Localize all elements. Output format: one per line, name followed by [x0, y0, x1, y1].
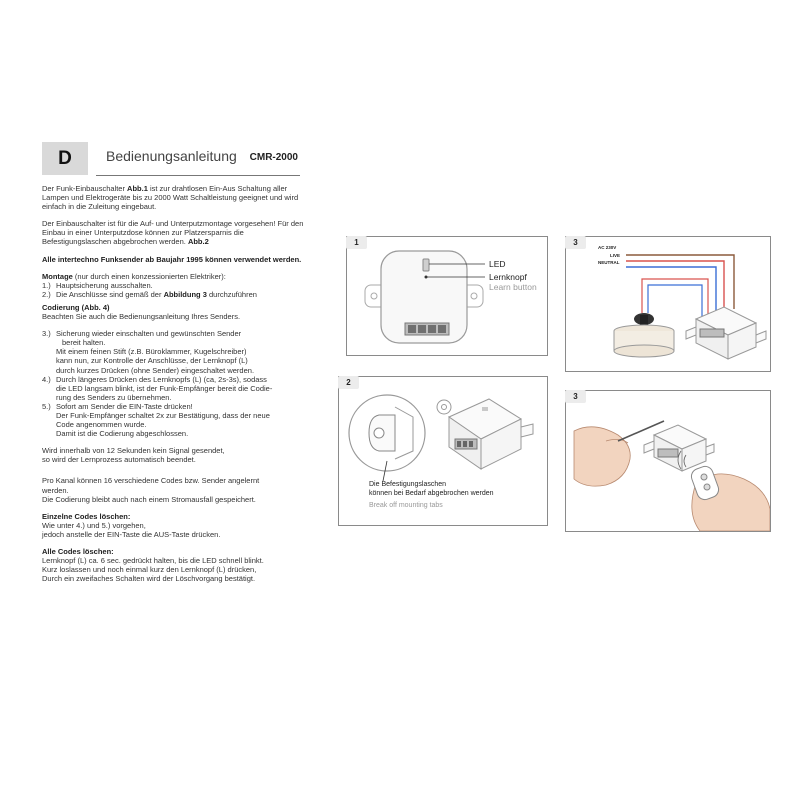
ac-label: AC 230V: [598, 245, 617, 250]
figure-number: 3: [565, 390, 586, 403]
document-title: Bedienungsanleitung: [106, 148, 237, 164]
lernknopf-label: Lernknopf: [489, 272, 527, 282]
language-letter: D: [58, 148, 72, 169]
intro-paragraph-1: Der Funk-Einbauschalter Abb.1 ist zur drahtlosen Ein-Aus Schaltung aller Lampen und Elektrogeräte bis zu 2000 Watt Schaltleistung geeignet und wird einfach in die Zuleitung eingebaut.: [42, 184, 299, 212]
codierung-step: 3.) Sicherung wieder einschalten und gewünschten Sender bereit halten. Mit einem feinen Stift (z.B. Büroklammer, Kugelschreiber) kann nun, zur Kontrolle der Anschlüsse, der Lernknopf (L) durch kurzes Drücken (ohne Sender) eingeschaltet werden.: [42, 329, 255, 375]
alle-text: Lernknopf (L) ca. 6 sec. gedrückt halten, bis die LED schnell blinkt. Kurz loslassen und noch einmal kurz den Lernknopf (L) drücken, Durch ein zweifaches Schalten wird der Löschvorgang bestätigt.: [42, 556, 264, 584]
montage-step: 2.) Die Anschlüsse sind gemäß der Abbildung 3 durchzuführen: [42, 289, 257, 299]
figure-number: 2: [338, 376, 359, 389]
wiring-diagram: [566, 237, 770, 371]
alle-heading: Alle Codes löschen:: [42, 547, 114, 556]
compatibility-note: Alle intertechno Funksender ab Baujahr 1995 können verwendet werden.: [42, 254, 302, 264]
codierung-step: 4.) Durch längeres Drücken des Lernknopfs (L) (ca, 2s-3s), sodass die LED langsam blinkt, ist der Funk-Empfänger bereit die Codie- rung des Senders zu übernehmen.: [42, 374, 273, 402]
header-rule: [96, 175, 300, 176]
figure-number: 3: [565, 236, 586, 249]
model-number: CMR-2000: [249, 152, 298, 163]
led-label: LED: [489, 259, 506, 269]
neutral-label: NEUTRAL: [598, 260, 620, 265]
einzelne-heading: Einzelne Codes löschen:: [42, 511, 131, 521]
intro-paragraph-2: Der Einbauschalter ist für die Auf- und Unterputzmontage vorgesehen! Für den Einbau in einer Unterputzdose können zur Platzersparnis die Befestigungslaschen abgebrochen werden. Abb.2: [42, 219, 304, 247]
coding-hands-illustration: [566, 391, 770, 531]
figure-1-panel: [346, 236, 548, 356]
tab-caption-en: Break off mounting tabs: [369, 502, 443, 509]
timeout-note: Wird innerhalb von 12 Sekunden kein Signal gesendet, so wird der Lernprozess automatisch beendet.: [42, 446, 225, 465]
codierung-heading: Codierung (Abb. 4): [42, 302, 110, 312]
codes-note: Pro Kanal können 16 verschiedene Codes bzw. Sender angelernt werden. Die Codierung bleibt auch nach einem Stromausfall gespeichert.: [42, 476, 260, 504]
einzelne-text: Wie unter 4.) und 5.) vorgehen, jedoch anstelle der EIN-Taste die AUS-Taste drücken.: [42, 520, 221, 539]
montage-heading: Montage (nur durch einen konzessionierten Elektriker):: [42, 271, 226, 281]
live-label: LIVE: [610, 253, 621, 258]
learn-button-label: Learn button: [489, 282, 537, 292]
codierung-step: 5.) Sofort am Sender die EIN-Taste drücken! Der Funk-Empfänger schaltet 2x zur Bestätigung, dass der neue Code angenommen wurde. Damit ist die Codierung abgeschlossen.: [42, 401, 270, 439]
instructions-column: [42, 184, 304, 583]
document-header: [42, 142, 300, 176]
figure-4-panel: [565, 390, 771, 532]
figure-3-panel: [565, 236, 771, 372]
tab-caption-de-1: Die Befestigungslaschen: [369, 481, 447, 488]
figure-number: 1: [346, 236, 367, 249]
codierung-intro: Beachten Sie auch die Bedienungsanleitung Ihres Senders.: [42, 312, 241, 322]
receiver-front-illustration: [347, 237, 547, 355]
tab-caption-de-2: können bei Bedarf abgebrochen werden: [369, 490, 494, 497]
montage-step: 1.) Hauptsicherung ausschalten.: [42, 280, 153, 290]
figure-2-panel: [338, 376, 548, 526]
